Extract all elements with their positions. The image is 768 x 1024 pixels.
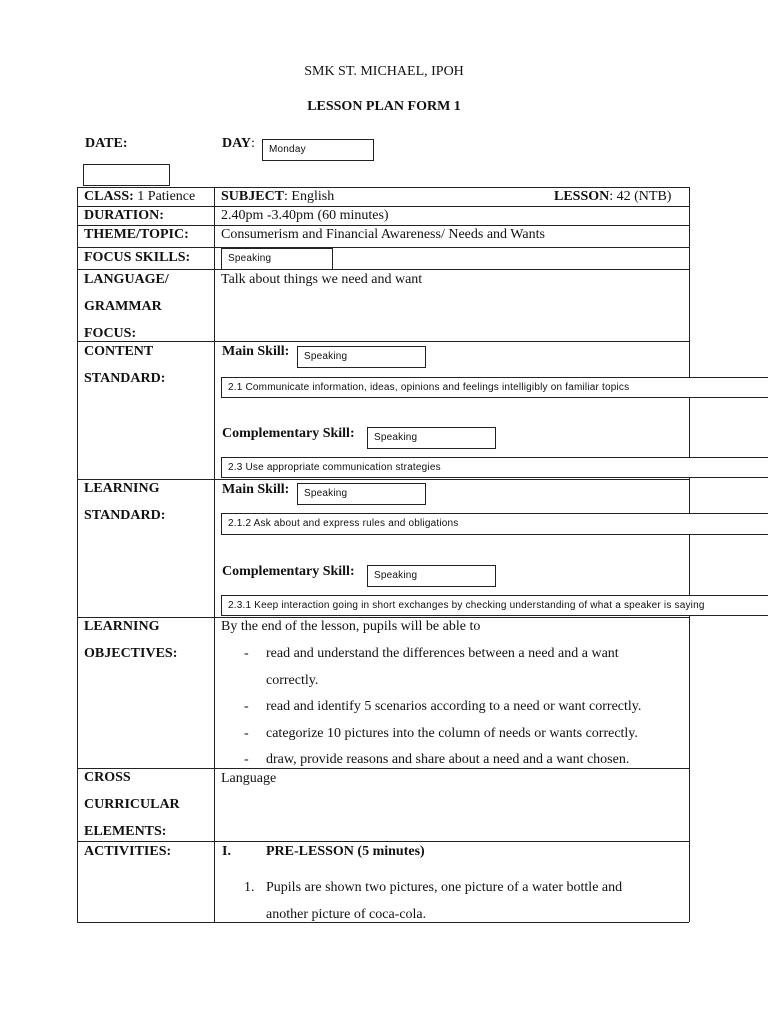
learning-comp-skill-field[interactable]: Speaking [367, 565, 496, 587]
activity-section-title: PRE-LESSON (5 minutes) [266, 844, 425, 859]
activity-section-number: I. [222, 844, 231, 859]
learning-comp-standard-field[interactable]: 2.3.1 Keep interaction going in short exchanges by checking understanding of what a speaker is saying [221, 595, 768, 616]
cross-value: Language [221, 771, 277, 786]
duration-label: DURATION: [84, 208, 164, 223]
objective-bullet: - [244, 726, 249, 741]
table-rule [77, 206, 689, 207]
lesson-label: LESSON [554, 189, 610, 204]
day-colon: : [251, 136, 255, 151]
day-field[interactable]: Monday [262, 139, 374, 161]
objectives-label-1: LEARNING [84, 619, 160, 634]
objective-item: read and identify 5 scenarios according to a need or want correctly. [266, 699, 642, 714]
cross-label-3: ELEMENTS: [84, 824, 167, 839]
objective-item: draw, provide reasons and share about a need and a want chosen. [266, 752, 630, 767]
language-focus-value: Talk about things we need and want [221, 272, 423, 287]
subject-label: SUBJECT [221, 189, 285, 204]
activity-step-number: 1. [244, 880, 255, 895]
table-rule [77, 479, 689, 480]
school-name: SMK ST. MICHAEL, IPOH [304, 64, 464, 79]
objective-item-continued: correctly. [266, 673, 319, 688]
content-comp-standard-field[interactable]: 2.3 Use appropriate communication strategies [221, 457, 768, 478]
content-comp-skill-field[interactable]: Speaking [367, 427, 496, 449]
learning-main-skill-field[interactable]: Speaking [297, 483, 426, 505]
content-main-skill-label: Main Skill: [222, 344, 290, 359]
table-rule [77, 225, 689, 226]
subject-cell [221, 189, 334, 205]
content-comp-skill-label: Complementary Skill: [222, 426, 355, 441]
class-label: CLASS: [84, 189, 134, 204]
activities-label: ACTIVITIES: [84, 844, 172, 859]
table-rule [77, 341, 689, 342]
focus-skills-field[interactable]: Speaking [221, 248, 333, 270]
content-standard-label-1: CONTENT [84, 344, 154, 359]
table-rule [77, 269, 689, 270]
table-rule [214, 187, 215, 922]
form-title: LESSON PLAN FORM 1 [307, 99, 461, 114]
theme-value: Consumerism and Financial Awareness/ Needs and Wants [221, 227, 545, 242]
objective-bullet: - [244, 699, 249, 714]
cross-label-2: CURRICULAR [84, 797, 180, 812]
objectives-intro: By the end of the lesson, pupils will be able to [221, 619, 481, 634]
table-rule [77, 841, 689, 842]
duration-value: 2.40pm -3.40pm (60 minutes) [221, 208, 389, 223]
table-rule [689, 187, 690, 922]
cross-label-1: CROSS [84, 770, 131, 785]
content-main-skill-field[interactable]: Speaking [297, 346, 426, 368]
lesson-cell [554, 189, 671, 205]
day-label-group [222, 136, 255, 152]
class-cell [84, 189, 195, 205]
learning-main-standard-field[interactable]: 2.1.2 Ask about and express rules and obligations [221, 513, 768, 535]
day-label: DAY [222, 136, 252, 151]
language-label-1: LANGUAGE/ [84, 272, 169, 287]
objectives-label-2: OBJECTIVES: [84, 646, 178, 661]
table-rule [77, 768, 689, 769]
objective-bullet: - [244, 646, 249, 661]
table-rule [77, 187, 689, 188]
table-rule [77, 247, 689, 248]
language-label-3: FOCUS: [84, 326, 137, 341]
class-value: 1 Patience [133, 189, 196, 204]
theme-label: THEME/TOPIC: [84, 227, 189, 242]
subject-value: : English [284, 189, 335, 204]
learning-standard-label-2: STANDARD: [84, 508, 166, 523]
focus-skills-label: FOCUS SKILLS: [84, 250, 191, 265]
lesson-value: : 42 (NTB) [609, 189, 672, 204]
learning-main-skill-label: Main Skill: [222, 482, 290, 497]
language-label-2: GRAMMAR [84, 299, 162, 314]
activity-step-line: Pupils are shown two pictures, one picture of a water bottle and [266, 880, 623, 895]
content-main-standard-field[interactable]: 2.1 Communicate information, ideas, opinions and feelings intelligibly on familiar topics [221, 377, 768, 398]
content-standard-label-2: STANDARD: [84, 371, 166, 386]
objective-item: read and understand the differences between a need and a want [266, 646, 619, 661]
date-field[interactable] [83, 164, 170, 186]
learning-comp-skill-label: Complementary Skill: [222, 564, 355, 579]
table-rule [77, 187, 78, 922]
objective-item: categorize 10 pictures into the column of needs or wants correctly. [266, 726, 638, 741]
activity-step-line: another picture of coca-cola. [266, 907, 427, 922]
date-label: DATE: [85, 136, 128, 151]
objective-bullet: - [244, 752, 249, 767]
table-rule [77, 617, 689, 618]
learning-standard-label-1: LEARNING [84, 481, 160, 496]
